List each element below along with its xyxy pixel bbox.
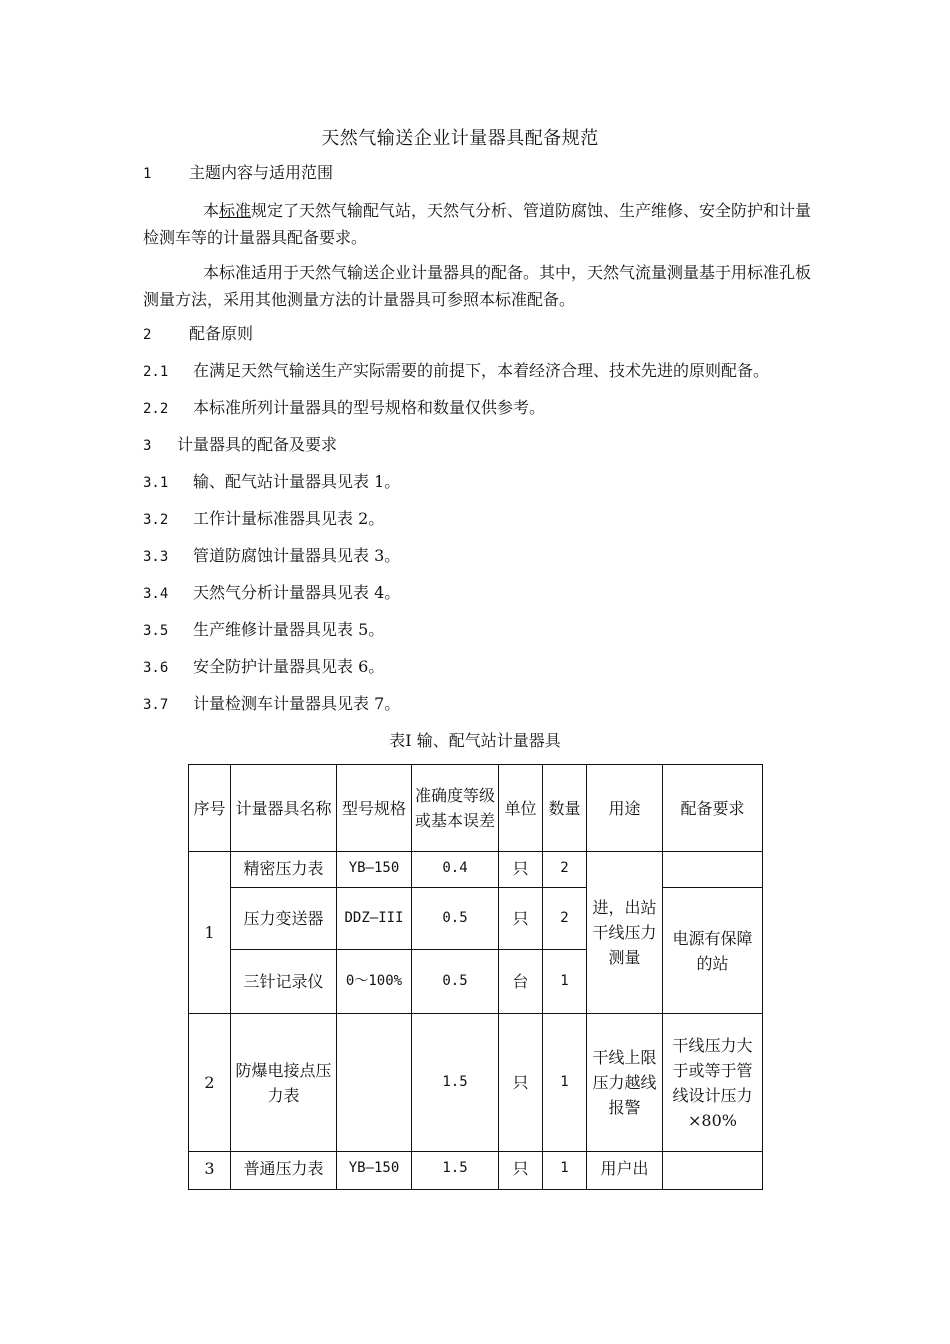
table-row	[189, 1152, 763, 1190]
header-cell: 配备要求	[663, 765, 763, 852]
table-caption: 表Ⅰ 输、配气站计量器具	[389, 731, 561, 750]
cell-qty: 1	[543, 950, 587, 1014]
section-number: 2.2	[143, 401, 169, 417]
cell-accuracy: 0.4	[412, 852, 499, 888]
list-item	[143, 469, 833, 496]
cell-req-empty	[663, 852, 763, 888]
list-item	[143, 543, 833, 570]
list-item	[143, 580, 833, 607]
section-2-2	[143, 395, 833, 422]
section-1-heading	[143, 160, 833, 187]
table-header-row	[189, 765, 763, 852]
cell-qty: 1	[543, 1014, 587, 1152]
section-number: 2.1	[143, 364, 169, 380]
section-2-heading	[143, 321, 833, 348]
section-number: 3	[143, 438, 152, 454]
cell-req: 干线压力大于或等于管线设计压力×80%	[663, 1014, 763, 1152]
cell-model: DDZ—III	[337, 888, 412, 950]
cell-name: 防爆电接点压力表	[231, 1014, 337, 1152]
cell-use: 进，出站干线压力测量	[587, 852, 663, 1014]
section-text: 生产维修计量器具见表 5。	[193, 620, 385, 639]
section-text: 管道防腐蚀计量器具见表 3。	[193, 546, 401, 565]
section-text: 主题内容与适用范围	[189, 163, 334, 182]
cell-unit: 只	[499, 888, 543, 950]
section-2-1	[143, 358, 833, 385]
list-item	[143, 617, 833, 644]
table-row	[189, 888, 763, 950]
header-cell: 型号规格	[337, 765, 412, 852]
cell-accuracy: 0.5	[412, 950, 499, 1014]
section-number: 3.1	[143, 475, 169, 491]
cell-accuracy: 1.5	[412, 1014, 499, 1152]
section-number: 1	[143, 166, 152, 182]
section-text: 安全防护计量器具见表 6。	[193, 657, 385, 676]
cell-seq: 3	[189, 1152, 231, 1190]
cell-accuracy: 1.5	[412, 1152, 499, 1190]
table-row	[189, 852, 763, 888]
section-number: 3.6	[143, 660, 169, 676]
section-3-heading	[143, 432, 833, 459]
list-item	[143, 654, 833, 681]
cell-model: 0～100%	[337, 950, 412, 1014]
section-text: 计量器具的配备及要求	[177, 435, 338, 454]
cell-name: 精密压力表	[231, 852, 337, 888]
section-number: 3.2	[143, 512, 169, 528]
header-cell: 计量器具名称	[231, 765, 337, 852]
section-number: 3.4	[143, 586, 169, 602]
cell-name: 压力变送器	[231, 888, 337, 950]
para-text: 本	[203, 201, 220, 220]
section-number: 3.3	[143, 549, 169, 565]
header-cell: 序号	[189, 765, 231, 852]
section-number: 3.7	[143, 697, 169, 713]
document-title: 天然气输送企业计量器具配备规范	[321, 128, 599, 149]
section-text: 天然气分析计量器具见表 4。	[193, 583, 401, 602]
cell-unit: 只	[499, 1014, 543, 1152]
cell-use: 干线上限压力越线报警	[587, 1014, 663, 1152]
header-cell: 数量	[543, 765, 587, 852]
header-cell: 准确度等级或基本误差	[412, 765, 499, 852]
cell-req	[663, 1152, 763, 1190]
section-text: 计量检测车计量器具见表 7。	[193, 694, 401, 713]
cell-unit: 台	[499, 950, 543, 1014]
section-number: 2	[143, 327, 152, 343]
cell-accuracy: 0.5	[412, 888, 499, 950]
cell-qty: 2	[543, 888, 587, 950]
cell-unit: 只	[499, 852, 543, 888]
cell-qty: 1	[543, 1152, 587, 1190]
cell-qty: 2	[543, 852, 587, 888]
section-text: 本标准所列计量器具的型号规格和数量仅供参考。	[193, 398, 546, 417]
standard-link[interactable]: 标准	[219, 201, 252, 220]
section-number: 3.5	[143, 623, 169, 639]
paragraph-scope-1	[143, 197, 823, 251]
cell-unit: 只	[499, 1152, 543, 1190]
cell-seq: 2	[189, 1014, 231, 1152]
header-cell: 单位	[499, 765, 543, 852]
cell-seq: 1	[189, 852, 231, 1014]
cell-req: 电源有保障的站	[663, 888, 763, 1014]
paragraph-scope-2: 本标准适用于天然气输送企业计量器具的配备。其中，天然气流量测量基于用标准孔板测量方法，采用其他测量方法的计量器具可参照本标准配备。	[143, 263, 812, 309]
cell-name: 普通压力表	[231, 1152, 337, 1190]
header-cell: 用途	[587, 765, 663, 852]
cell-use: 用户出	[587, 1152, 663, 1190]
section-text: 配备原则	[189, 324, 254, 343]
cell-name: 三针记录仪	[231, 950, 337, 1014]
equipment-table	[188, 764, 763, 1190]
table-row	[189, 1014, 763, 1152]
section-text: 在满足天然气输送生产实际需要的前提下，本着经济合理、技术先进的原则配备。	[193, 361, 770, 380]
list-item	[143, 506, 833, 533]
cell-model: YB—150	[337, 852, 412, 888]
section-text: 输、配气站计量器具见表 1。	[193, 472, 401, 491]
cell-model	[337, 1014, 412, 1152]
list-item	[143, 691, 833, 718]
para-text: 规定了天然气输配气站，天然气分析、管道防腐蚀、生产维修、安全防护和计量检测车等的计量器具配备要求。	[143, 201, 812, 247]
cell-model: YB—150	[337, 1152, 412, 1190]
section-text: 工作计量标准器具见表 2。	[193, 509, 385, 528]
